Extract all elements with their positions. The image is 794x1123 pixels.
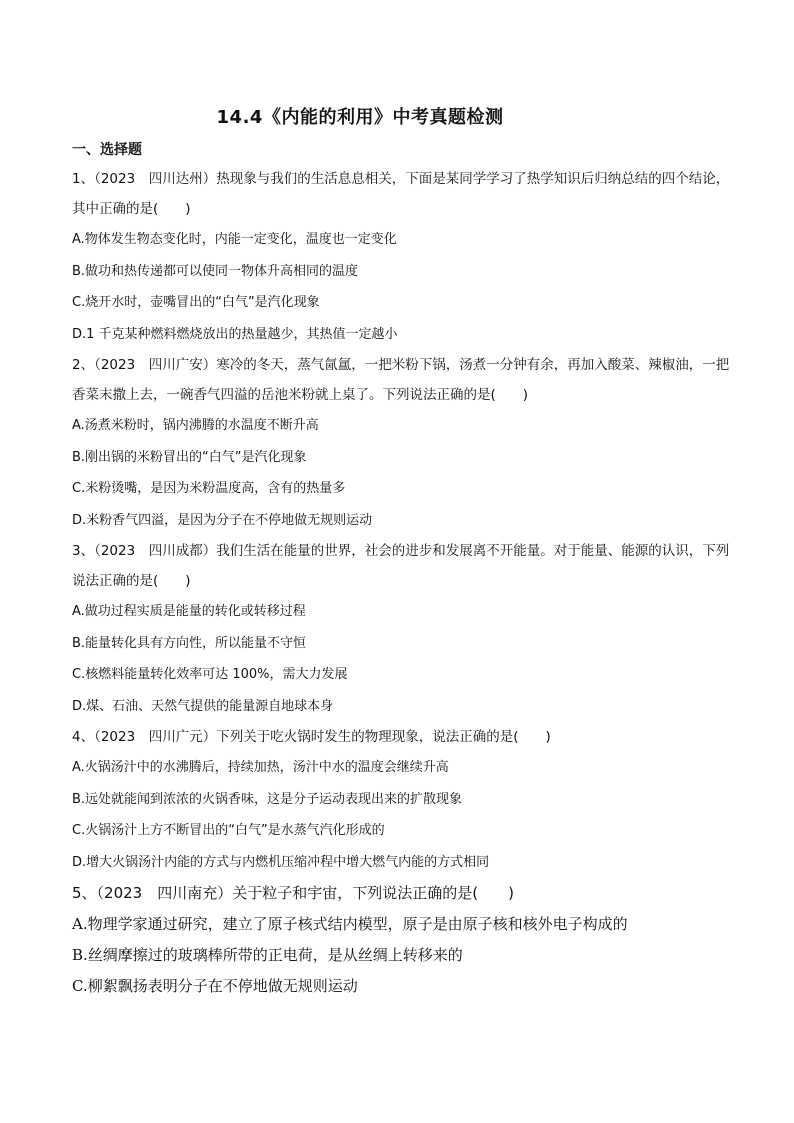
question-stem: 4、（2023 四川广元）下列关于吃火锅时发生的物理现象，说法正确的是( ) bbox=[72, 729, 551, 745]
option-a: A.汤煮米粉时，锅内沸腾的水温度不断升高 bbox=[72, 418, 319, 433]
option-a: A.物理学家通过研究，建立了原子核式结内模型，原子是由原子核和核外电子构成的 bbox=[72, 915, 628, 933]
document-title: 14.4《内能的利用》中考真题检测 bbox=[216, 107, 504, 128]
option-c: C.烧开水时，壶嘴冒出的“白气”是汽化现象 bbox=[72, 295, 320, 310]
question-3 bbox=[72, 536, 732, 722]
option-d: D.1 千克某种燃料燃烧放出的热量越少，其热值一定越小 bbox=[72, 326, 398, 342]
question-1 bbox=[72, 164, 732, 350]
option-b: B.远处就能闻到浓浓的火锅香味，这是分子运动表现出来的扩散现象 bbox=[72, 791, 463, 807]
option-a: A.做功过程实质是能量的转化或转移过程 bbox=[72, 604, 306, 619]
option-c: C.火锅汤汁上方不断冒出的“白气”是水蒸气汽化形成的 bbox=[72, 823, 385, 838]
question-2 bbox=[72, 350, 732, 536]
question-stem: 3、（2023 四川成都）我们生活在能量的世界，社会的进步和发展离不开能量。对于能量、能源的认识，下列说法正确的是( ) bbox=[72, 543, 730, 589]
section-heading: 一、选择题 bbox=[72, 142, 142, 158]
question-stem: 5、（2023 四川南充）关于粒子和宇宙，下列说法正确的是( ) bbox=[72, 884, 514, 902]
option-b: B.丝绸摩擦过的玻璃棒所带的正电荷，是从丝绸上转移来的 bbox=[72, 946, 463, 964]
question-stem: 2、（2023 四川广安）寒冷的冬天，蒸气氤氲，一把米粉下锅，汤煮一分钟有余，再加入酸菜、辣椒油，一把香菜末撒上去，一碗香气四溢的岳池米粉就上桌了。下列说法正确的是( ) bbox=[72, 357, 730, 403]
question-stem: 1、（2023 四川达州）热现象与我们的生活息息相关，下面是某同学学习了热学知识后归纳总结的四个结论，其中正确的是( ) bbox=[72, 171, 730, 217]
question-list bbox=[72, 164, 732, 1002]
option-d: D.煤、石油、天然气提供的能量源自地球本身 bbox=[72, 698, 334, 714]
option-b: B.做功和热传递都可以使同一物体升高相同的温度 bbox=[72, 263, 359, 279]
option-b: B.刚出锅的米粉冒出的“白气”是汽化现象 bbox=[72, 449, 307, 465]
option-a: A.火锅汤汁中的水沸腾后，持续加热，汤汁中水的温度会继续升高 bbox=[72, 760, 449, 775]
option-b: B.能量转化具有方向性，所以能量不守恒 bbox=[72, 635, 307, 651]
option-c: C.柳絮飘扬表明分子在不停地做无规则运动 bbox=[72, 977, 358, 995]
option-d: D.米粉香气四溢，是因为分子在不停地做无规则运动 bbox=[72, 512, 373, 528]
question-5 bbox=[72, 878, 732, 1002]
option-d: D.增大火锅汤汁内能的方式与内燃机压缩冲程中增大燃气内能的方式相同 bbox=[72, 854, 490, 870]
question-4 bbox=[72, 722, 732, 878]
option-c: C.米粉烫嘴，是因为米粉温度高，含有的热量多 bbox=[72, 481, 346, 496]
option-a: A.物体发生物态变化时，内能一定变化，温度也一定变化 bbox=[72, 232, 397, 247]
option-c: C.核燃料能量转化效率可达 100%，需大力发展 bbox=[72, 667, 348, 682]
